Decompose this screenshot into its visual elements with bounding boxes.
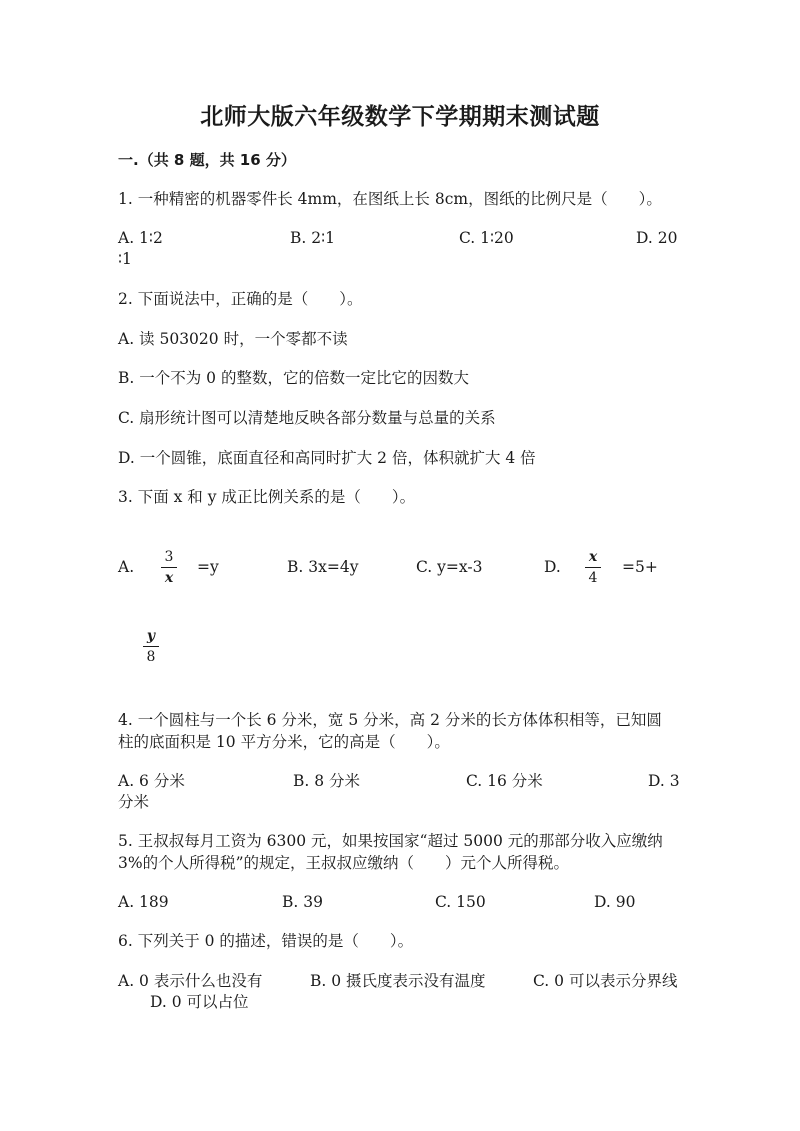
question-1-option-b[interactable]: B. 2∶1 — [290, 229, 336, 247]
page-title: 北师大版六年级数学下学期期末测试题 — [200, 103, 600, 130]
question-6-stem: 6. 下列关于 0 的描述，错误的是（ ）。 — [118, 932, 414, 950]
question-6-option-d[interactable]: D. 0 可以占位 — [150, 993, 249, 1011]
fraction-numerator: 3 — [164, 549, 174, 565]
question-3-option-d-fraction — [582, 548, 604, 587]
question-3-option-a-rest: =y — [197, 558, 219, 576]
question-4-option-b[interactable]: B. 8 分米 — [293, 772, 361, 790]
question-2-option-c[interactable]: C. 扇形统计图可以清楚地反映各部分数量与总量的关系 — [118, 409, 496, 427]
question-1-option-d-wrap: ∶1 — [118, 250, 132, 268]
question-1-stem: 1. 一种精密的机器零件长 4mm，在图纸上长 8cm，图纸的比例尺是（ ）。 — [118, 190, 662, 208]
question-3-option-d-fraction-2 — [140, 627, 162, 666]
fraction-numerator: y — [146, 628, 156, 644]
question-5-option-d[interactable]: D. 90 — [594, 893, 636, 911]
question-4-stem-line-2: 柱的底面积是 10 平方分米，它的高是（ ）。 — [118, 733, 450, 751]
fraction-bar — [585, 567, 601, 568]
question-5-option-b[interactable]: B. 39 — [282, 893, 323, 911]
question-3-option-a-label[interactable]: A. — [118, 558, 135, 576]
question-1-option-a[interactable]: A. 1∶2 — [118, 229, 163, 247]
section-heading: 一.（共 8 题，共 16 分） — [118, 151, 296, 169]
question-3-stem: 3. 下面 x 和 y 成正比例关系的是（ ）。 — [118, 488, 416, 506]
question-3-option-c[interactable]: C. y=x-3 — [416, 558, 483, 576]
question-2-stem: 2. 下面说法中，正确的是（ ）。 — [118, 290, 363, 308]
fraction-bar — [161, 567, 177, 568]
question-2-option-a[interactable]: A. 读 503020 时，一个零都不读 — [118, 330, 348, 348]
question-1-option-d[interactable]: D. 20 — [636, 229, 678, 247]
question-6-option-c[interactable]: C. 0 可以表示分界线 — [533, 972, 678, 990]
fraction-numerator: x — [588, 549, 598, 565]
question-4-option-c[interactable]: C. 16 分米 — [466, 772, 543, 790]
fraction-denominator: 8 — [146, 649, 156, 665]
question-4-option-d[interactable]: D. 3 — [648, 772, 680, 790]
question-3-option-b[interactable]: B. 3x=4y — [287, 558, 359, 576]
question-2-option-b[interactable]: B. 一个不为 0 的整数，它的倍数一定比它的因数大 — [118, 369, 469, 387]
question-3-option-a-fraction — [158, 548, 180, 587]
question-5-option-c[interactable]: C. 150 — [435, 893, 486, 911]
question-4-stem-line-1: 4. 一个圆柱与一个长 6 分米，宽 5 分米，高 2 分米的长方体体积相等，已知圆 — [118, 711, 662, 729]
question-5-stem-line-2: 3%的个人所得税”的规定，王叔叔应缴纳（ ）元个人所得税。 — [118, 854, 570, 872]
question-6-option-b[interactable]: B. 0 摄氏度表示没有温度 — [310, 972, 486, 990]
question-4-option-a[interactable]: A. 6 分米 — [118, 772, 185, 790]
question-5-stem-line-1: 5. 王叔叔每月工资为 6300 元，如果按国家“超过 5000 元的那部分收入应缴纳 — [118, 832, 663, 850]
question-1-option-c[interactable]: C. 1∶20 — [459, 229, 514, 247]
question-3-option-d-label[interactable]: D. — [544, 558, 561, 576]
question-3-option-d-rest: =5+ — [622, 558, 658, 576]
question-2-option-d[interactable]: D. 一个圆锥，底面直径和高同时扩大 2 倍，体积就扩大 4 倍 — [118, 449, 536, 467]
fraction-denominator: 4 — [588, 570, 598, 586]
question-4-option-d-wrap: 分米 — [118, 793, 150, 811]
question-5-option-a[interactable]: A. 189 — [118, 893, 169, 911]
question-6-option-a[interactable]: A. 0 表示什么也没有 — [118, 972, 263, 990]
fraction-denominator: x — [164, 570, 174, 586]
fraction-bar — [143, 646, 159, 647]
